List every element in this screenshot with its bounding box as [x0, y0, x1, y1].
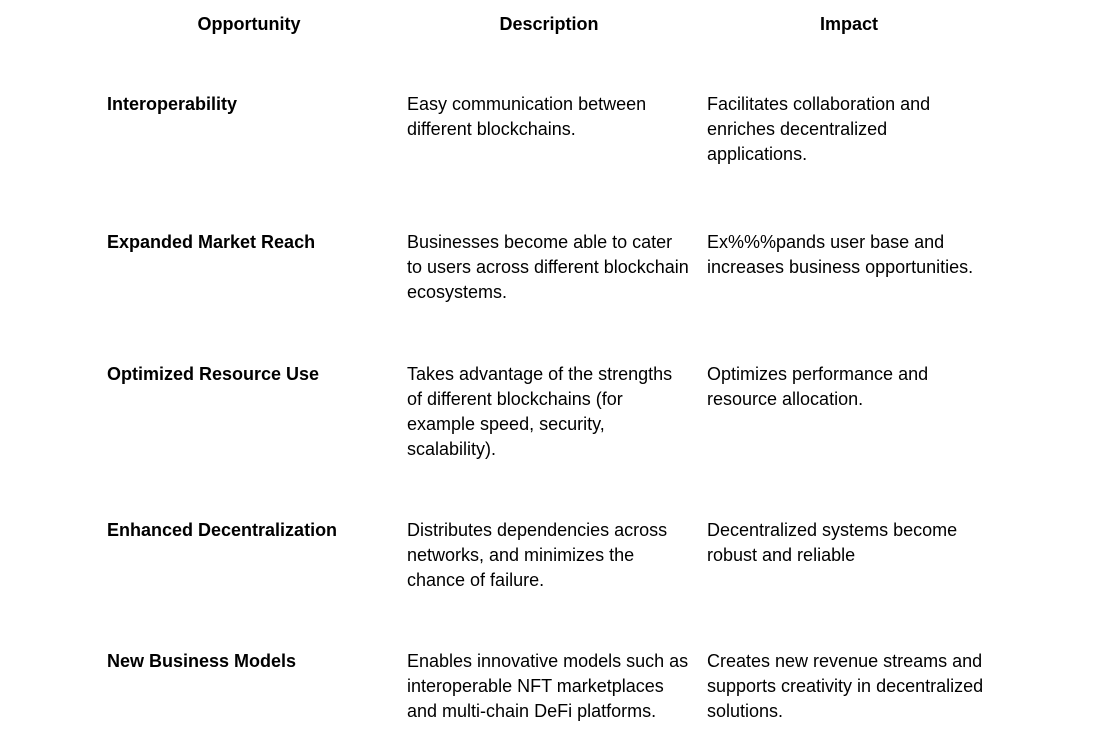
header-opportunity: Opportunity — [197, 14, 301, 34]
table-row — [99, 474, 999, 605]
opportunity-cell: New Business Models — [107, 651, 297, 671]
impact-cell: Facilitates collaboration and enriches decentralized applications. — [707, 94, 931, 164]
table-header-row — [99, 0, 999, 48]
opportunity-cell: Interoperability — [107, 94, 238, 114]
description-cell: Easy communication between different blockchains. — [407, 94, 647, 139]
impact-cell: Creates new revenue streams and supports creativity in decentralized solutions. — [707, 651, 984, 721]
description-cell: Distributes dependencies across networks, and minimizes the chance of failure. — [407, 520, 668, 590]
opportunity-cell: Enhanced Decentralization — [107, 520, 338, 540]
impact-cell: Ex%%%pands user base and increases business opportunities. — [707, 232, 974, 277]
description-cell: Enables innovative models such as interoperable NFT marketplaces and multi-chain DeFi platforms. — [407, 651, 689, 721]
opportunity-cell: Expanded Market Reach — [107, 232, 316, 252]
table-row — [99, 605, 999, 740]
description-cell: Takes advantage of the strengths of different blockchains (for example speed, security, scalability). — [407, 364, 673, 459]
opportunity-cell: Optimized Resource Use — [107, 364, 320, 384]
table-row — [99, 48, 999, 186]
header-description: Description — [499, 14, 599, 34]
opportunities-table — [99, 0, 999, 740]
table-row — [99, 318, 999, 474]
description-cell: Businesses become able to cater to users across different blockchain ecosystems. — [407, 232, 689, 302]
impact-cell: Decentralized systems become robust and reliable — [707, 520, 958, 565]
header-impact: Impact — [819, 14, 879, 34]
table-row — [99, 186, 999, 318]
impact-cell: Optimizes performance and resource allocation. — [707, 364, 929, 409]
